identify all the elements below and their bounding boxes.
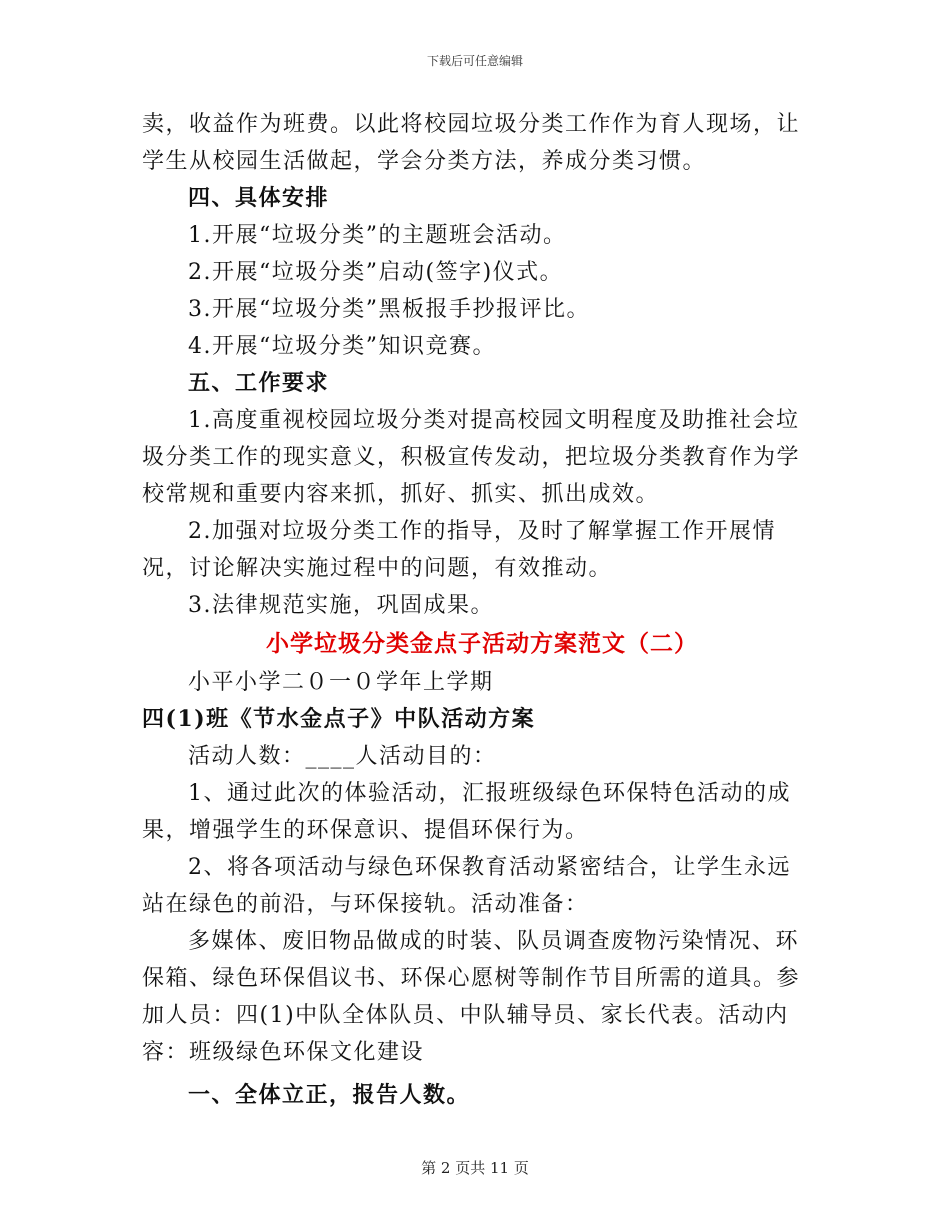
paragraph-fee: 卖，收益作为班费。以此将校园垃圾分类工作作为育人现场，让学生从校园生活做起，学会分类方法，养成分类习惯。 (142, 112, 801, 174)
arrangement-item-1: 1.开展“垃圾分类”的主题班会活动。 (188, 223, 567, 248)
heading-arrangement: 四、具体安排 (188, 185, 330, 211)
requirement-item-3: 3.法律规范实施，巩固成果。 (188, 593, 494, 618)
arrangement-item-3: 3.开展“垃圾分类”黑板报手抄报评比。 (188, 297, 590, 322)
requirement-item-1: 1.高度重视校园垃圾分类对提高校园文明程度及助推社会垃圾分类工作的现实意义，积极宣传发动，把垃圾分类教育作为学校常规和重要内容来抓，抓好、抓实、抓出成效。 (142, 408, 801, 507)
preparation-paragraph: 多媒体、废旧物品做成的时装、队员调查废物污染情况、环保箱、绿色环保倡议书、环保心愿树等制作节目所需的道具。参加人员：四(1)中队全体队员、中队辅导员、家长代表。活动内容：班级绿色环保文化建设 (142, 929, 801, 1065)
goal-item-2: 2、将各项活动与绿色环保教育活动紧密结合，让学生永远站在绿色的前沿，与环保接轨。活动准备： (142, 855, 791, 917)
arrangement-item-2: 2.开展“垃圾分类”启动(签字)仪式。 (188, 260, 564, 285)
heading-requirements: 五、工作要求 (188, 370, 330, 396)
heading-roll-call: 一、全体立正，报告人数。 (188, 1082, 471, 1108)
page-footer: 第 2 页共 11 页 (421, 1159, 529, 1177)
plan-name: 四(1)班《节水金点子》中队活动方案 (142, 706, 536, 732)
school-term: 小平小学二０一０学年上学期 (188, 670, 494, 695)
arrangement-item-4: 4.开展“垃圾分类”知识竞赛。 (188, 334, 496, 359)
participants-purpose: 活动人数：____人活动目的： (188, 744, 497, 769)
document-body (142, 106, 814, 1114)
requirement-item-2: 2.加强对垃圾分类工作的指导，及时了解掌握工作开展情况，讨论解决实施过程中的问题，有效推动。 (142, 519, 776, 581)
goal-item-1: 1、通过此次的体验活动，汇报班级绿色环保特色活动的成果，增强学生的环保意识、提倡环保行为。 (142, 781, 791, 843)
page-header: 下载后可任意编辑 (426, 54, 523, 68)
section-title: 小学垃圾分类金点子活动方案范文（二） (266, 630, 698, 657)
